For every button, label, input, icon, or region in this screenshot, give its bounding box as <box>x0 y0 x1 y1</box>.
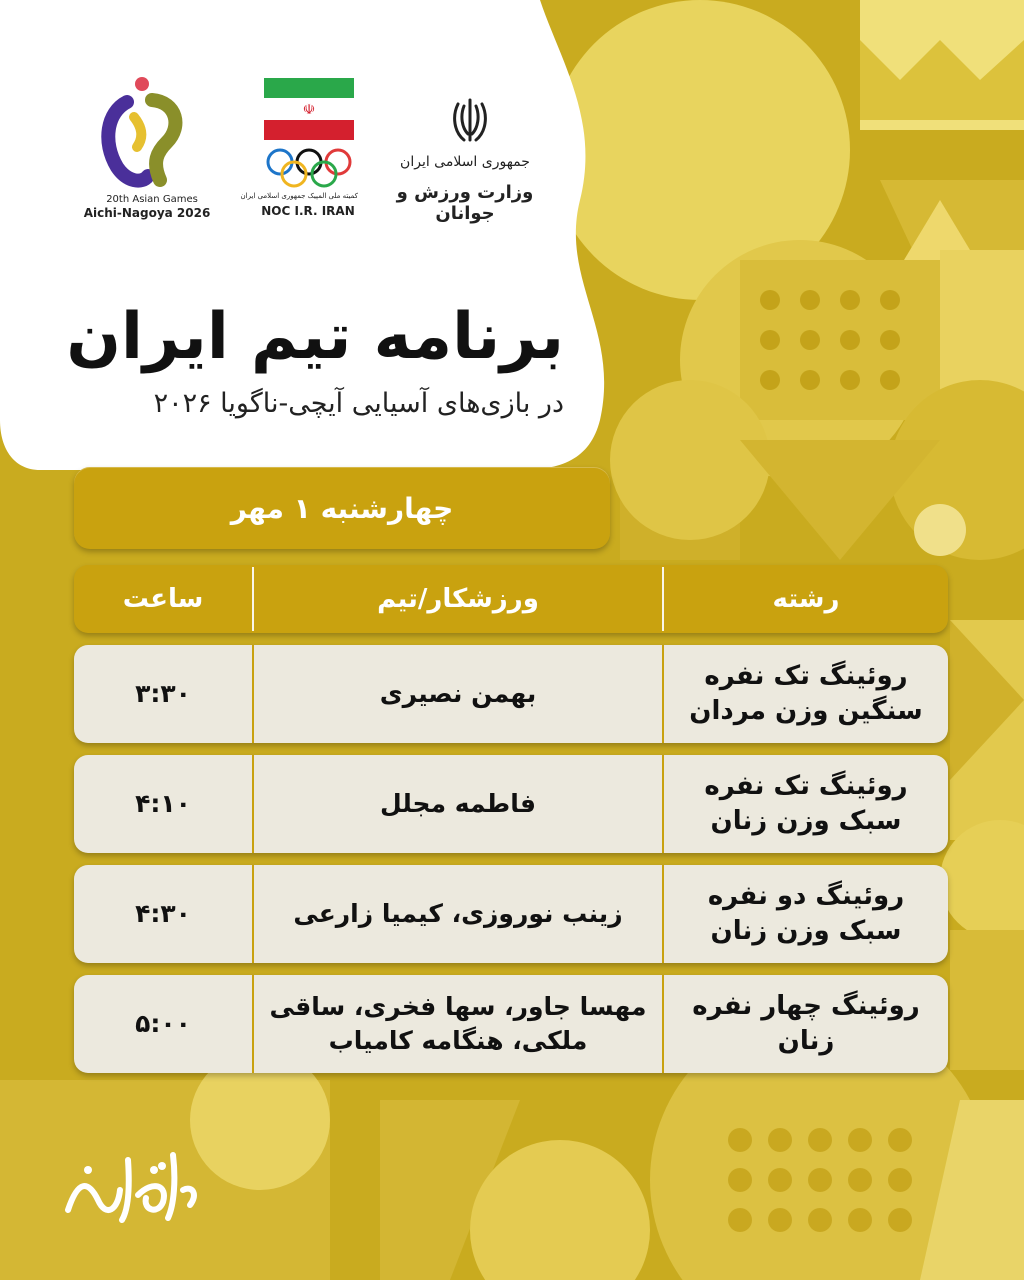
table-row <box>74 865 948 963</box>
sport-line: روئینگ تک نفره <box>704 770 908 801</box>
sport-line: روئینگ دو نفره <box>707 880 905 911</box>
header-athlete: ورزشکار/تیم <box>377 584 539 614</box>
iran-emblem-icon <box>450 96 490 146</box>
sport-line: سنگین وزن مردان <box>689 696 923 726</box>
sport-cell <box>664 645 948 743</box>
athlete-line: فاطمه مجلل <box>380 789 536 819</box>
athlete-line: بهمن نصیری <box>379 679 537 709</box>
time-cell: ۳:۳۰ <box>135 679 191 709</box>
olympic-rings-icon <box>264 146 354 190</box>
date-banner <box>74 467 610 549</box>
iran-flag-icon <box>264 78 354 140</box>
iran-ghahreman-logo <box>58 1140 203 1230</box>
page-subtitle: در بازی‌های آسیایی آیچی-ناگویا ۲۰۲۶ <box>153 388 564 419</box>
header-time: ساعت <box>122 584 204 614</box>
athlete-cell <box>254 755 662 853</box>
asian-games-logo <box>82 72 212 222</box>
sport-line: سبک وزن زنان <box>710 916 902 946</box>
athlete-cell <box>254 865 662 963</box>
time-cell: ۴:۳۰ <box>135 899 191 929</box>
asian-games-caption-line1: 20th Asian Games <box>106 194 198 205</box>
noc-caption-en: NOC I.R. IRAN <box>261 204 355 218</box>
noc-caption-fa: کمیته ملی المپیک جمهوری اسلامی ایران <box>240 192 358 200</box>
table-row <box>74 645 948 743</box>
athlete-line: ملکی، هنگامه کامیاب <box>328 1026 588 1055</box>
sport-cell <box>664 865 948 963</box>
svg-text:☫: ☫ <box>302 102 316 118</box>
time-cell: ۵:۰۰ <box>135 1009 191 1039</box>
table-header <box>74 565 948 633</box>
asian-games-emblem-icon <box>82 72 212 192</box>
ministry-caption-line2: وزارت ورزش و جوانان <box>396 182 534 224</box>
sport-cell <box>664 755 948 853</box>
sport-line: روئینگ چهار نفره زنان <box>692 990 920 1056</box>
sport-line: سبک وزن زنان <box>710 806 902 836</box>
asian-games-caption-line2: Aichi-Nagoya 2026 <box>83 206 211 220</box>
athlete-line: زینب نوروزی، کیمیا زارعی <box>293 899 623 929</box>
page-title: برنامه تیم ایران <box>66 300 564 374</box>
athlete-line: مهسا جاور، سها فخری، ساقی <box>269 992 647 1022</box>
time-cell: ۴:۱۰ <box>135 789 191 819</box>
ministry-logo <box>390 96 550 224</box>
table-row <box>74 975 948 1073</box>
ministry-caption-line1: جمهوری اسلامی ایران <box>400 154 530 170</box>
noc-logo <box>240 78 358 223</box>
athlete-cell <box>254 645 662 743</box>
header-sport: رشته <box>772 584 840 614</box>
athlete-cell <box>254 975 662 1073</box>
sport-cell <box>664 975 948 1073</box>
sport-line: روئینگ تک نفره <box>704 660 908 691</box>
table-row <box>74 755 948 853</box>
date-label: چهارشنبه ۱ مهر <box>230 491 454 525</box>
